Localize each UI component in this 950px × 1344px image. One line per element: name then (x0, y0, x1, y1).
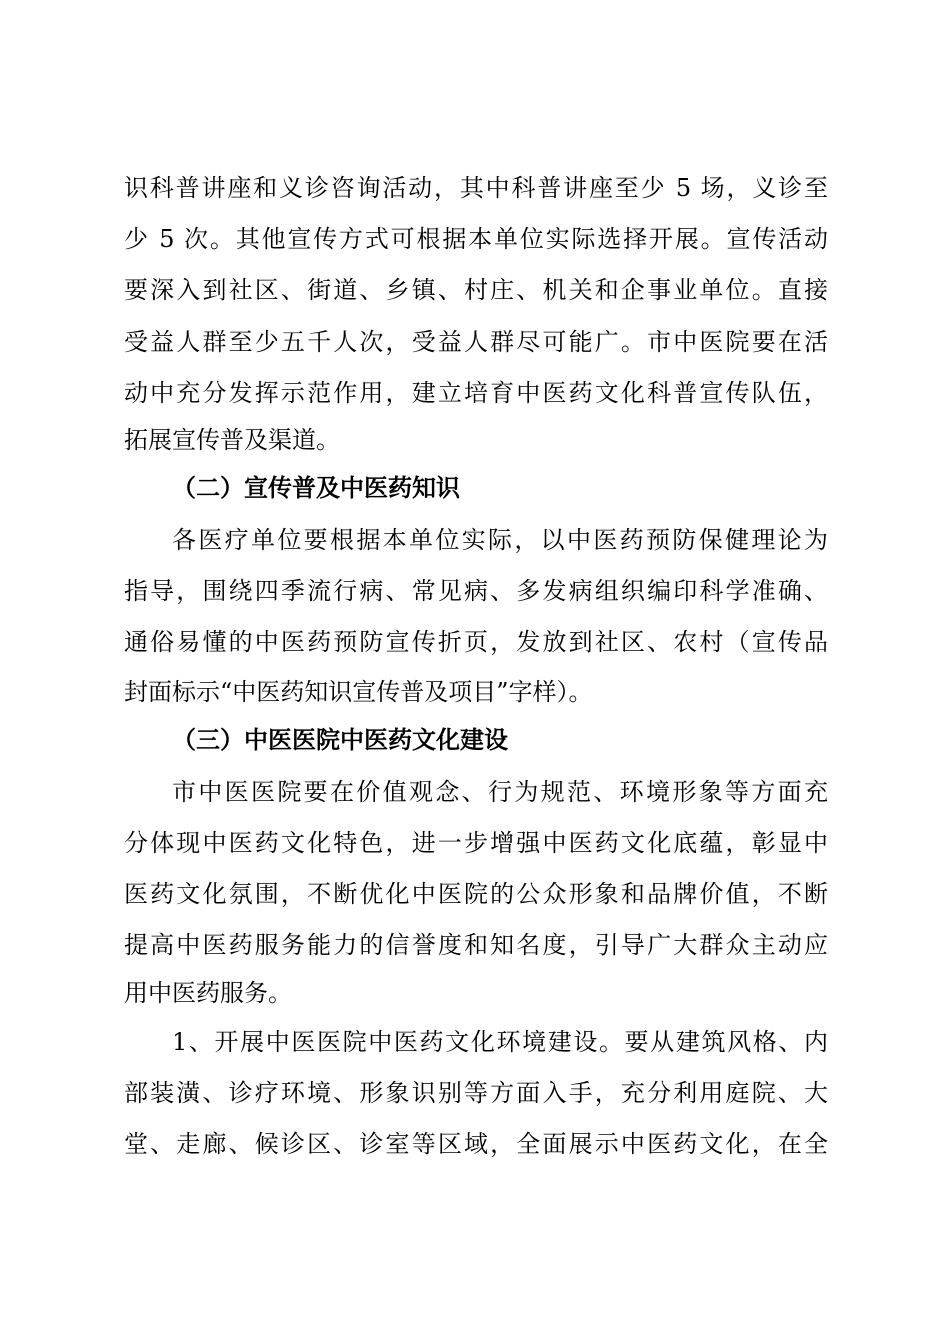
section-heading: （三）中医医院中医药文化建设 (172, 726, 508, 754)
body-text-line: 拓展宣传普及渠道。 (124, 426, 340, 454)
body-text-line: 通俗易懂的中医药预防宣传折页，发放到社区、农村（宣传品 (124, 628, 828, 656)
body-text-line: 部装潢、诊疗环境、形象识别等方面入手，充分利用庭院、大 (124, 1079, 828, 1107)
body-text-line: 提高中医药服务能力的信誉度和知名度，引导广大群众主动应 (124, 931, 828, 959)
body-text-line: 动中充分发挥示范作用，建立培育中医药文化科普宣传队伍， (124, 379, 828, 407)
body-text-line: 少 5 次。其他宣传方式可根据本单位实际选择开展。宣传活动 (124, 225, 828, 253)
section-heading: （二）宣传普及中医药知识 (172, 474, 460, 502)
body-text-line: 要深入到社区、街道、乡镇、村庄、机关和企事业单位。直接 (124, 276, 828, 304)
body-text-line: 堂、走廊、候诊区、诊室等区域，全面展示中医药文化，在全 (124, 1130, 828, 1158)
body-text-line: 用中医药服务。 (124, 979, 292, 1007)
body-text-line: 指导，围绕四季流行病、常见病、多发病组织编印科学准确、 (124, 577, 828, 605)
body-text-line: 医药文化氛围，不断优化中医院的公众形象和品牌价值，不断 (124, 880, 828, 908)
body-text-line: 识科普讲座和义诊咨询活动，其中科普讲座至少 5 场，义诊至 (124, 174, 828, 202)
body-text-line: 分体现中医药文化特色，进一步增强中医药文化底蕴，彰显中 (124, 829, 828, 857)
body-text-line: 受益人群至少五千人次，受益人群尽可能广。市中医院要在活 (124, 328, 828, 356)
paragraph-first-line: 各医疗单位要根据本单位实际，以中医药预防保健理论为 (172, 526, 828, 554)
body-text-line: 封面标示“中医药知识宣传普及项目”字样）。 (124, 678, 593, 706)
paragraph-first-line: 1、开展中医医院中医药文化环境建设。要从建筑风格、内 (172, 1028, 828, 1056)
paragraph-first-line: 市中医医院要在价值观念、行为规范、环境形象等方面充 (172, 778, 828, 806)
